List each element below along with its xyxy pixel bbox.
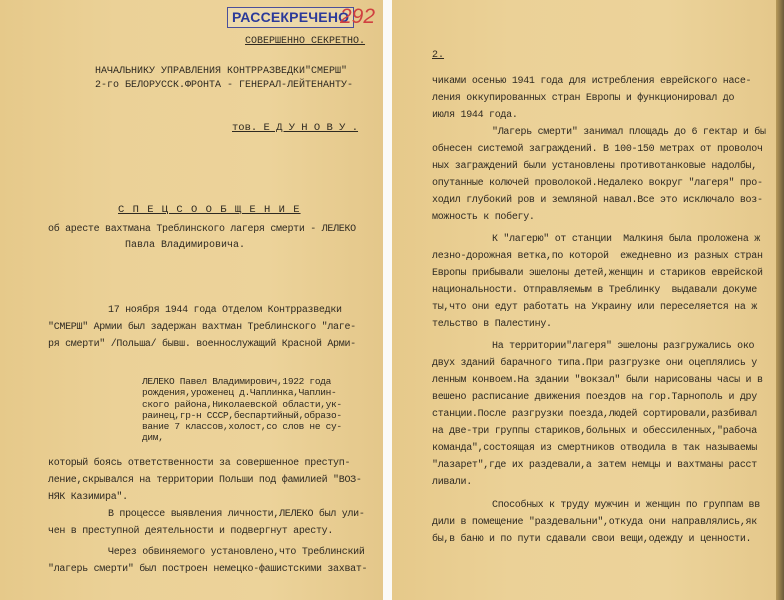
text-line: ленным конвоем.На здании "вокзал" были нарисованы часы и в: [432, 375, 763, 386]
paragraph: [432, 73, 751, 124]
text-line: ление,скрывался на территории Польши под фамилией "ВОЗ-: [48, 475, 362, 486]
declassified-stamp: РАССЕКРЕЧЕНО: [227, 7, 354, 28]
document-title: С П Е Ц С О О Б Щ Е Н И Е: [118, 204, 301, 216]
handwritten-archive-number: 292: [340, 5, 376, 28]
text-line: К "лагерю" от станции Малкиня была проложена ж: [492, 234, 760, 245]
text-line: На территории"лагеря" эшелоны разгружались око: [492, 341, 755, 352]
text-line: чиками осенью 1941 года для истребления еврейского насе-: [432, 76, 752, 87]
text-line: станции.После разгрузки поезда,людей сортировали,разбивал: [432, 409, 757, 420]
text-line: ского района,Николаевской области,ук-: [142, 398, 342, 410]
paragraph: [432, 231, 763, 333]
text-line: бы,в баню и по пути сдавали свои вещи,одежду и ценности.: [432, 534, 752, 545]
text-line: дили в помещение "раздевальни",откуда они направлялись,як: [432, 517, 757, 528]
text-line: вание 7 классов,холост,со слов не су-: [142, 421, 342, 433]
paragraph-personal-details: [142, 376, 342, 444]
document-subtitle: Павла Владимировича.: [125, 240, 246, 251]
classification-marking: СОВЕРШЕННО СЕКРЕТНО.: [245, 36, 366, 47]
text-line: можность к побегу.: [432, 212, 535, 223]
text-line: ты,что они едут работать на Украину или переселяется на ж: [432, 302, 757, 313]
text-line: Европы прибывали эшелоны детей,женщин и стариков еврейской: [432, 268, 763, 279]
text-line: "лазарет",где их раздевали,а затем немцы и вахтманы расст: [432, 460, 757, 471]
text-line: НЯК Казимира".: [48, 492, 128, 503]
paragraph: [48, 506, 365, 540]
text-line: "СМЕРШ" Армии был задержан вахтман Треблинского "лаге-: [48, 322, 356, 333]
text-line: 17 ноября 1944 года Отделом Контрразведки: [108, 305, 342, 316]
paragraph: [432, 497, 760, 548]
text-line: ходил глубокий ров и земляной навал.Все это исключало воз-: [432, 195, 763, 206]
text-line: дим,: [142, 432, 164, 444]
text-line: лезно-дорожная ветка,по которой ежедневно из разных стран: [432, 251, 763, 262]
text-line: ных заграждений были установлены противотанковые надолбы,: [432, 161, 757, 172]
paragraph: [48, 302, 356, 353]
text-line: ря смерти" /Польша/ бывш. военнослужащий Красной Арми-: [48, 339, 356, 350]
text-line: двух зданий барачного типа.При разгрузке они оцеплялись у: [432, 358, 757, 369]
document-page-1: [0, 0, 383, 600]
text-line: ливали.: [432, 477, 472, 488]
page-number: 2.: [432, 50, 445, 61]
paragraph: [432, 124, 766, 226]
text-line: который боясь ответственности за совершенное преступ-: [48, 458, 351, 469]
text-line: на две-три группы стариков,больных и обессиленных,"рабоча: [432, 426, 757, 437]
text-line: Способных к труду мужчин и женщин по группам вв: [492, 500, 760, 511]
text-line: ления оккупированных стран Европы и функционировал до: [432, 93, 735, 104]
text-line: вешено расписание движения поездов на гор.Тарнополь и дру: [432, 392, 757, 403]
paragraph: [48, 544, 367, 578]
text-line: рождения,уроженец д.Чаплинка,Чаплин-: [142, 387, 337, 399]
text-line: национальности. Отправляемым в Треблинку выдавали докуме: [432, 285, 757, 296]
text-line: чен в преступной деятельности и подвергнут аресту.: [48, 526, 334, 537]
text-line: ЛЕЛЕКО Павел Владимирович,1922 года: [142, 376, 332, 387]
text-line: "лагерь смерти" был построен немецко-фашистскими захват-: [48, 564, 368, 575]
addressee-line: 2-го БЕЛОРУССК.ФРОНТА - ГЕНЕРАЛ-ЛЕЙТЕНАНТУ-: [95, 80, 354, 91]
document-page-2: [392, 0, 784, 600]
paragraph: [432, 338, 763, 491]
text-line: опутанные колючей проволокой.Недалеко вокруг "лагеря" про-: [432, 178, 763, 189]
text-line: тельство в Палестину.: [432, 319, 552, 330]
text-line: июля 1944 года.: [432, 110, 518, 121]
text-line: команда",состоящая из смертников отводила в так называемы: [432, 443, 757, 454]
paragraph: [48, 455, 362, 506]
text-line: раинец,гр-н СССР,беспартийный,образо-: [142, 409, 342, 421]
document-subtitle: об аресте вахтмана Треблинского лагеря смерти - ЛЕЛЕКО: [48, 224, 356, 235]
addressee-name: тов. Е Д У Н О В У .: [232, 122, 359, 134]
text-line: "Лагерь смерти" занимал площадь до 6 гектар и бы: [492, 127, 766, 138]
page-binding-edge: [776, 0, 784, 600]
addressee-line: НАЧАЛЬНИКУ УПРАВЛЕНИЯ КОНТРРАЗВЕДКИ"СМЕРШ": [95, 66, 348, 77]
text-line: В процессе выявления личности,ЛЕЛЕКО был ули-: [108, 509, 365, 520]
text-line: Через обвиняемого установлено,что Треблинский: [108, 547, 365, 558]
text-line: обнесен системой заграждений. В 100-150 метрах от проволоч: [432, 144, 763, 155]
